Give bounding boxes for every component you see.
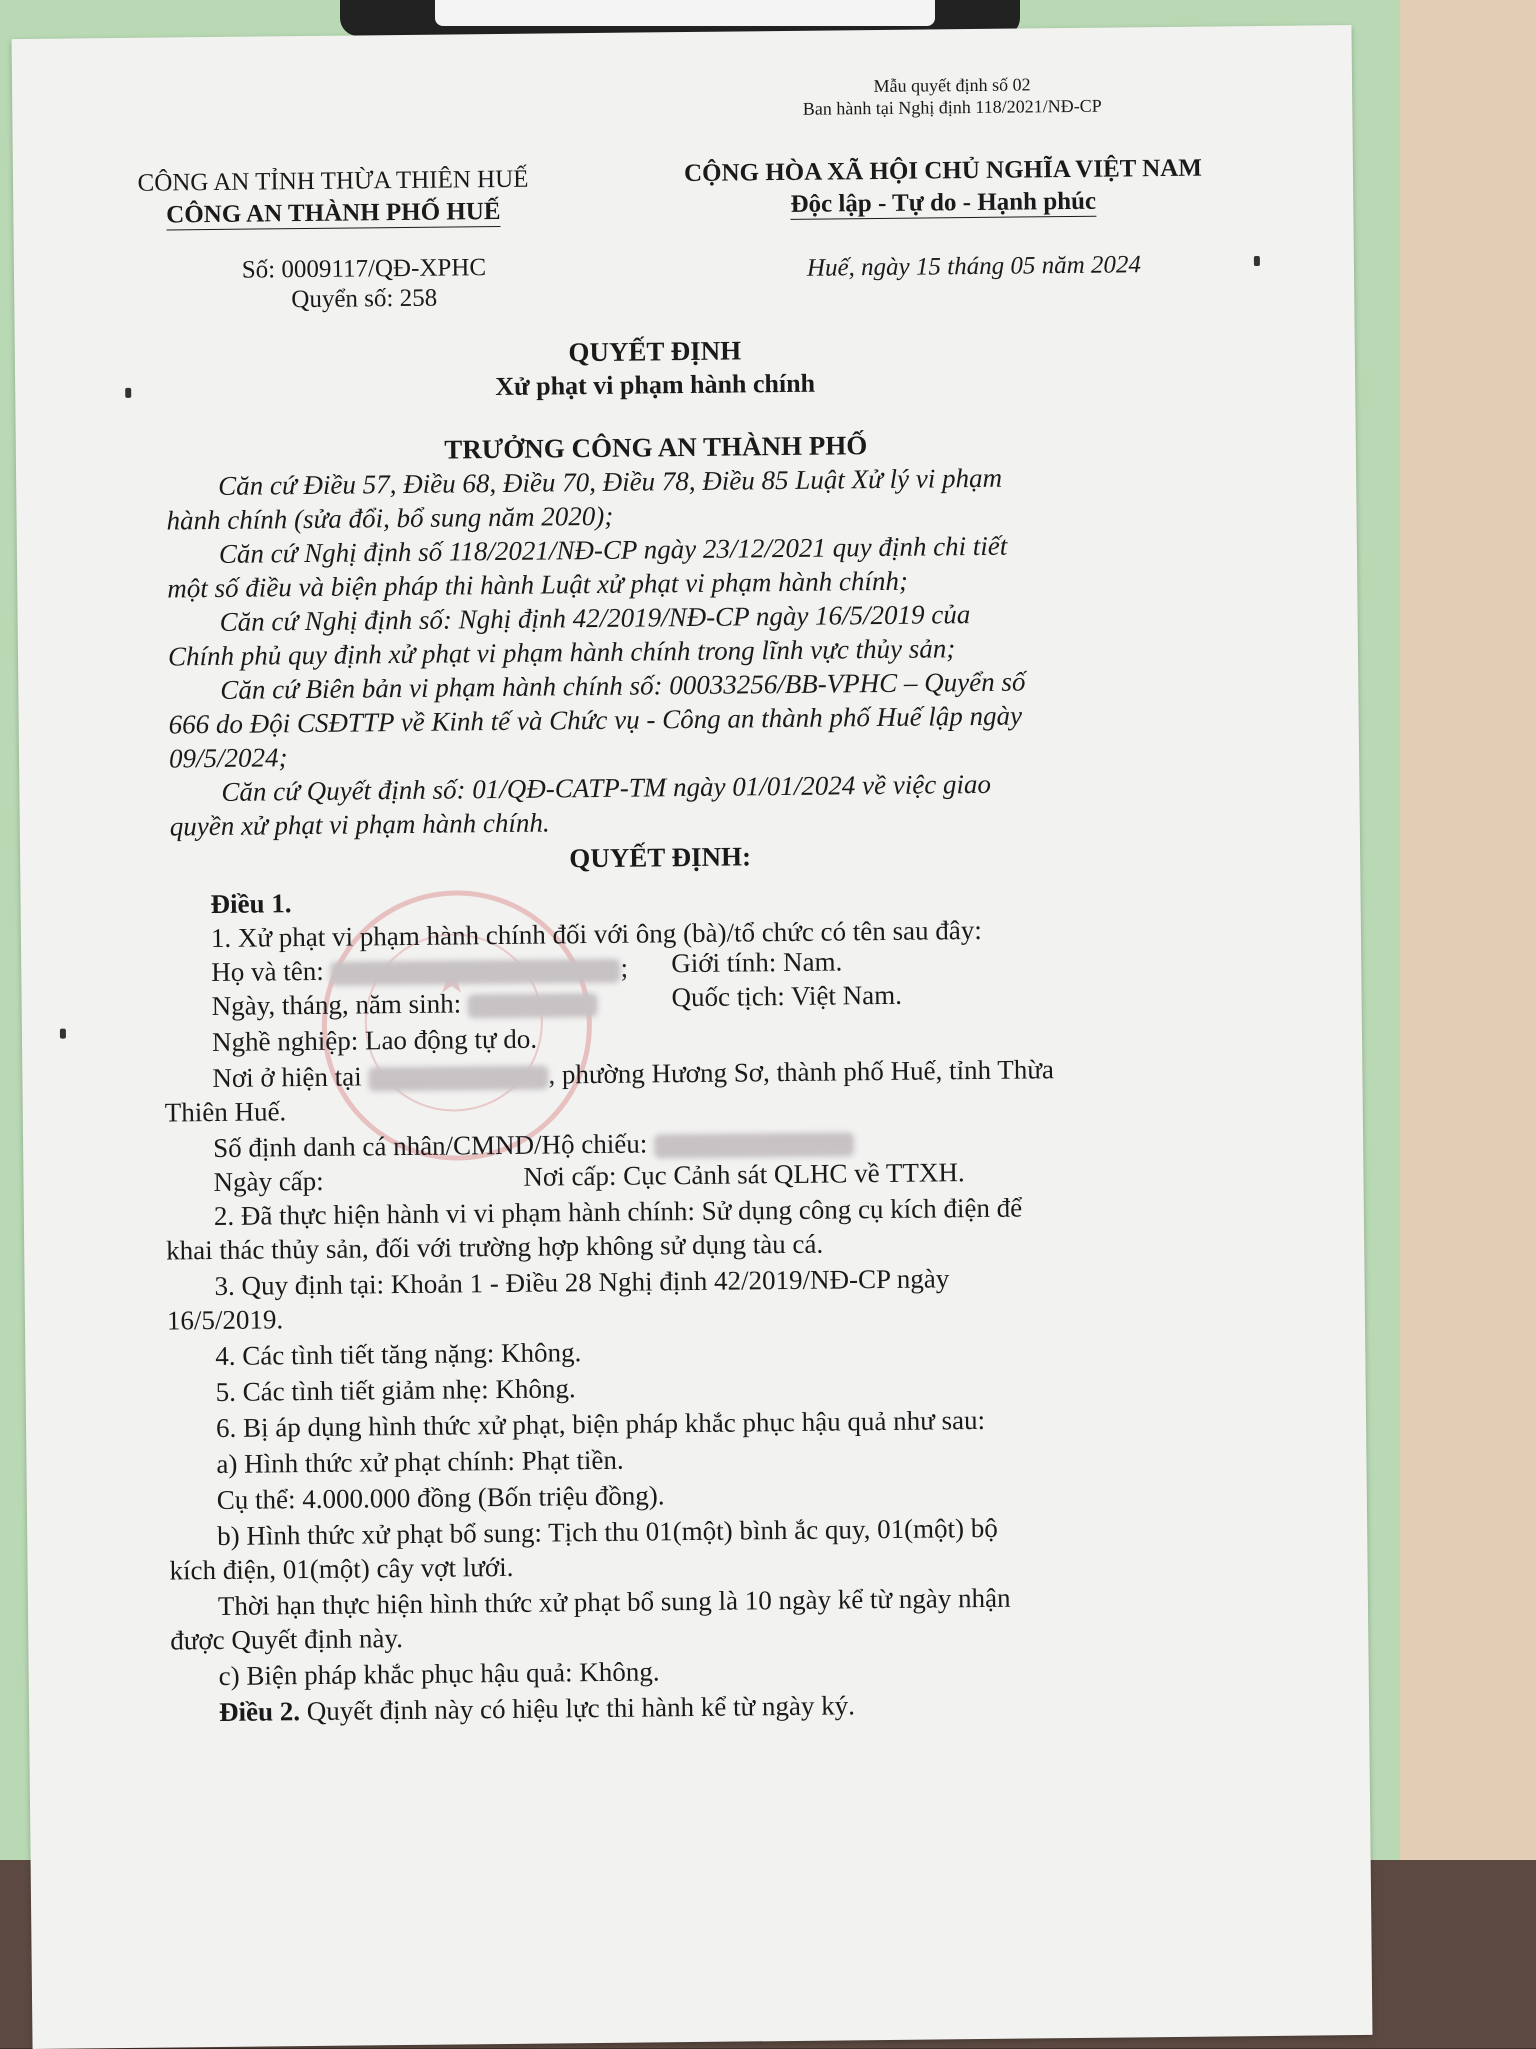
- article-1-item-5: 5. Các tình tiết giảm nhẹ: Không.: [215, 1373, 576, 1408]
- basis-3-line-2: Chính phủ quy định xử phạt vi phạm hành chính trong lĩnh vực thủy sản;: [167, 633, 956, 672]
- article-2-label: Điều 2.: [218, 1696, 301, 1727]
- decision-number: Số: 0009117/QĐ-XPHC: [241, 254, 487, 284]
- document-page: [12, 25, 1373, 2049]
- agency-name: CÔNG AN THÀNH PHỐ HUẾ: [166, 197, 501, 229]
- article-1-item-2-line-2: khai thác thủy sản, đối với trường hợp không sử dụng tàu cá.: [166, 1228, 824, 1266]
- redacted-id-number: [654, 1132, 854, 1158]
- basis-3-line-1: Căn cứ Nghị định số: Nghị định 42/2019/NĐ-CP ngày 16/5/2019 của: [219, 599, 971, 637]
- basis-5-line-1: Căn cứ Quyết định số: 01/QĐ-CATP-TM ngày 01/01/2024 về việc giao: [221, 768, 992, 807]
- redacted-name: [330, 959, 620, 986]
- nationality: Quốc tịch: Việt Nam.: [671, 979, 903, 1013]
- name-end: ;: [620, 952, 629, 983]
- basis-5-line-2: quyền xử phạt vi phạm hành chính.: [169, 807, 550, 842]
- article-1-item-6a: a) Hình thức xử phạt chính: Phạt tiền.: [216, 1444, 624, 1480]
- redacted-address: [368, 1065, 548, 1091]
- gender: Giới tính: Nam.: [671, 946, 843, 979]
- article-1-item-1: 1. Xử phạt vi phạm hành chính đối với ông (bà)/tổ chức có tên sau đây:: [210, 914, 982, 954]
- beige-folder: [1400, 0, 1536, 1880]
- issue-date: Ngày cấp:: [213, 1165, 324, 1198]
- fine-amount: Cụ thể: 4.000.000 đồng (Bốn triệu đồng).: [216, 1480, 665, 1516]
- form-number: Mẫu quyết định số 02: [873, 74, 1031, 97]
- residence-rest: , phường Hương Sơ, thành phố Huế, tỉnh Thừa: [548, 1054, 1055, 1090]
- residence-label: Nơi ở hiện tại: [212, 1061, 362, 1094]
- residence-continued: Thiên Huế.: [164, 1096, 287, 1128]
- deadline-line-1: Thời hạn thực hiện hình thức xử phạt bổ sung là 10 ngày kể từ ngày nhận: [217, 1582, 1011, 1621]
- authority-title: TRƯỞNG CÔNG AN THÀNH PHỐ: [444, 430, 868, 465]
- country-name: CỘNG HÒA XÃ HỘI CHỦ NGHĨA VIỆT NAM: [683, 154, 1203, 188]
- deadline-line-2: được Quyết định này.: [170, 1623, 404, 1656]
- basis-4-line-3: 09/5/2024;: [168, 742, 288, 774]
- article-1-item-3-line-1: 3. Quy định tại: Khoản 1 - Điều 28 Nghị định 42/2019/NĐ-CP ngày: [214, 1263, 950, 1302]
- document-subtitle: Xử phạt vi phạm hành chính: [495, 368, 816, 402]
- basis-1-line-2: hành chính (sửa đổi, bổ sung năm 2020);: [166, 500, 614, 536]
- paper-speck: [125, 388, 131, 398]
- document-title: QUYẾT ĐỊNH: [568, 335, 742, 368]
- place-date: Huế, ngày 15 tháng 05 năm 2024: [806, 251, 1142, 282]
- national-motto: Độc lập - Tự do - Hạnh phúc: [790, 187, 1097, 218]
- article-1-item-2-line-1: 2. Đã thực hiện hành vi vi phạm hành chính: Sử dụng công cụ kích điện để: [213, 1192, 1023, 1232]
- basis-4-line-2: 666 do Đội CSĐTTP về Kinh tế và Chức vụ - Công an thành phố Huế lập ngày: [168, 700, 1023, 740]
- article-1-item-3-line-2: 16/5/2019.: [166, 1304, 284, 1336]
- dob-label: Ngày, tháng, năm sinh:: [211, 988, 462, 1022]
- paper-speck: [60, 1029, 66, 1039]
- article-1-item-6c: c) Biện pháp khắc phục hậu quả: Không.: [218, 1656, 660, 1691]
- article-1-label: Điều 1.: [210, 888, 292, 920]
- occupation: Nghề nghiệp: Lao động tự do.: [211, 1023, 538, 1058]
- issue-place: Nơi cấp: Cục Cảnh sát QLHC về TTXH.: [523, 1157, 965, 1192]
- dob-row: [211, 985, 598, 1023]
- name-row: [211, 951, 628, 989]
- article-1-item-6b-line-1: b) Hình thức xử phạt bổ sung: Tịch thu 01(một) bình ắc quy, 01(một) bộ: [217, 1512, 998, 1551]
- article-1-item-6b-line-2: kích điện, 01(một) cây vợt lưới.: [169, 1551, 514, 1586]
- basis-4-line-1: Căn cứ Biên bản vi phạm hành chính số: 00033256/BB-VPHC – Quyển số: [220, 666, 1026, 705]
- redacted-dob: [468, 993, 598, 1018]
- article-1-item-4: 4. Các tình tiết tăng nặng: Không.: [215, 1337, 582, 1372]
- name-label: Họ và tên:: [211, 955, 324, 988]
- article-1-item-6: 6. Bị áp dụng hình thức xử phạt, biện pháp khắc phục hậu quả như sau:: [215, 1404, 986, 1444]
- book-number: Quyển số: 258: [291, 284, 438, 314]
- article-2: [219, 1688, 855, 1729]
- id-label: Số định danh cá nhân/CMND/Hộ chiếu:: [212, 1128, 648, 1164]
- agency-parent: CÔNG AN TỈNH THỪA THIÊN HUẾ: [137, 165, 529, 197]
- form-issued-by: Ban hành tại Nghị định 118/2021/NĐ-CP: [802, 95, 1102, 119]
- basis-2-line-1: Căn cứ Nghị định số 118/2021/NĐ-CP ngày 23/12/2021 quy định chi tiết: [218, 530, 1008, 569]
- basis-2-line-2: một số điều và biện pháp thi hành Luật xử phạt vi phạm hành chính;: [167, 565, 909, 604]
- clip-paper-edge: [435, 0, 935, 26]
- basis-1-line-1: Căn cứ Điều 57, Điều 68, Điều 70, Điều 78, Điều 85 Luật Xử lý vi phạm: [218, 462, 1003, 501]
- decision-heading: QUYẾT ĐỊNH:: [569, 841, 752, 874]
- article-2-text: Quyết định này có hiệu lực thi hành kể từ ngày ký.: [299, 1690, 856, 1727]
- paper-speck: [1254, 256, 1260, 266]
